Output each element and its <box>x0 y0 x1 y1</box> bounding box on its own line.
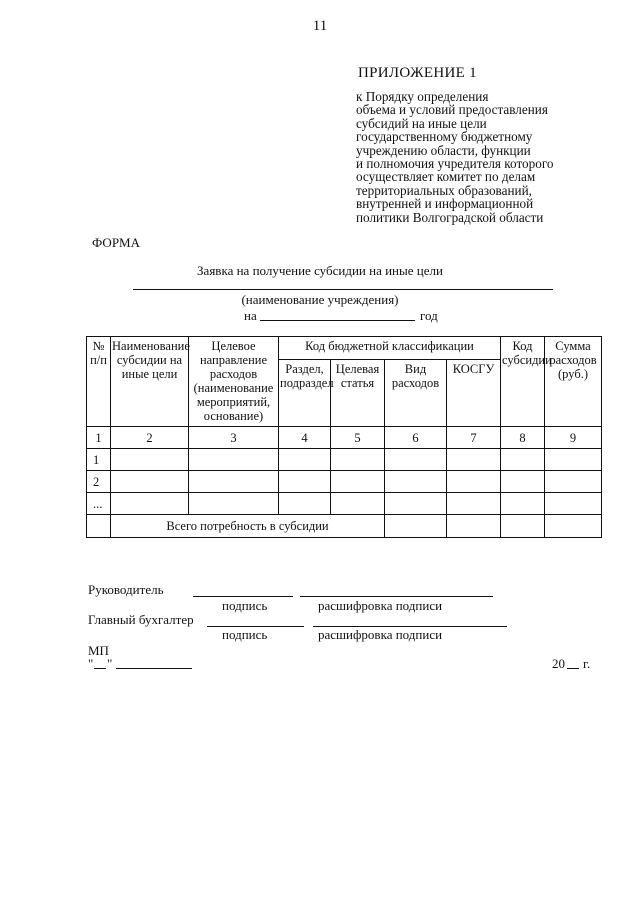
row-number: 2 <box>87 471 111 493</box>
appendix-line: государственному бюджетному <box>356 129 533 145</box>
appendix-line: объема и условий предоставления <box>356 102 548 118</box>
table-cell[interactable] <box>385 471 447 493</box>
table-cell[interactable] <box>545 449 602 471</box>
date-month-line <box>116 668 192 669</box>
column-number: 9 <box>545 427 602 449</box>
header-purpose: Целевое направление расходов (наименование мероприятий, основание) <box>189 337 279 427</box>
table-cell[interactable] <box>447 471 501 493</box>
column-number: 3 <box>189 427 279 449</box>
header-num: № п/п <box>87 337 111 427</box>
row-number: ... <box>87 493 111 515</box>
table-row <box>87 493 602 515</box>
table-cell[interactable] <box>447 515 501 538</box>
head-label: Руководитель <box>88 582 164 597</box>
table-cell[interactable] <box>447 449 501 471</box>
head-decryption-caption: расшифровка подписи <box>318 598 443 613</box>
appendix-line: субсидий на иные цели <box>356 115 487 131</box>
table-cell[interactable] <box>279 449 331 471</box>
date-quote-open: " <box>88 656 94 671</box>
subsidy-table <box>86 336 602 538</box>
year-blank <box>567 668 579 669</box>
appendix-line: политики Волгоградской области <box>356 209 544 225</box>
application-title: Заявка на получение субсидии на иные цели <box>197 263 443 278</box>
date-day-line <box>94 668 106 669</box>
table-cell[interactable] <box>189 471 279 493</box>
year-end-text: г. <box>583 656 591 671</box>
header-target-article: Целевая статья <box>331 360 385 427</box>
table-cell[interactable] <box>331 449 385 471</box>
table-cell[interactable] <box>111 471 189 493</box>
header-budget-class: Код бюджетной классификации <box>279 337 501 360</box>
table-cell[interactable] <box>385 493 447 515</box>
date-quote-close: " <box>107 656 113 671</box>
column-number: 5 <box>331 427 385 449</box>
table-cell[interactable] <box>111 449 189 471</box>
appendix-line: территориальных образований, <box>356 182 532 198</box>
head-signature-line <box>193 596 293 597</box>
table-cell <box>87 515 111 538</box>
page-number: 11 <box>312 18 328 34</box>
table-cell[interactable] <box>279 471 331 493</box>
form-label: ФОРМА <box>92 235 140 250</box>
column-number: 1 <box>87 427 111 449</box>
year-prefix: на <box>244 308 257 323</box>
table-cell[interactable] <box>189 449 279 471</box>
table-cell[interactable] <box>331 493 385 515</box>
table-cell[interactable] <box>279 493 331 515</box>
header-kosgu: КОСГУ <box>447 360 501 427</box>
table-cell[interactable] <box>501 471 545 493</box>
header-amount: Сумма расходов (руб.) <box>545 337 602 427</box>
appendix-line: и полномочия учредителя которого <box>356 156 554 172</box>
table-cell[interactable] <box>111 493 189 515</box>
appendix-line: учреждению области, функции <box>356 142 531 158</box>
column-number: 7 <box>447 427 501 449</box>
head-decryption-line <box>300 596 493 597</box>
header-expense-type: Вид расходов <box>385 360 447 427</box>
accountant-decryption-caption: расшифровка подписи <box>318 627 443 642</box>
seal-label: МП <box>88 643 109 658</box>
appendix-title: ПРИЛОЖЕНИЕ 1 <box>358 65 477 81</box>
appendix-text <box>356 90 618 224</box>
header-subsidy-code: Код субсидии <box>501 337 545 427</box>
appendix-line: внутренней и информационной <box>356 196 534 212</box>
table-cell[interactable] <box>385 515 447 538</box>
year-blank-line <box>260 320 415 321</box>
chief-accountant-label: Главный бухгалтер <box>88 612 194 627</box>
total-row <box>87 515 602 538</box>
table-cell[interactable] <box>447 493 501 515</box>
table-cell[interactable] <box>189 493 279 515</box>
row-number: 1 <box>87 449 111 471</box>
column-number: 2 <box>111 427 189 449</box>
table-cell[interactable] <box>385 449 447 471</box>
total-label: Всего потребность в субсидии <box>111 515 385 538</box>
table-cell[interactable] <box>501 515 545 538</box>
table-cell[interactable] <box>545 471 602 493</box>
table-cell[interactable] <box>545 515 602 538</box>
header-section: Раздел, подраздел <box>279 360 331 427</box>
year-prefix-text: 20 <box>552 656 565 671</box>
table-cell[interactable] <box>501 449 545 471</box>
table-row <box>87 449 602 471</box>
table-cell[interactable] <box>545 493 602 515</box>
appendix-line: осуществляет комитет по делам <box>356 169 536 185</box>
column-number: 4 <box>279 427 331 449</box>
column-number: 6 <box>385 427 447 449</box>
table-row <box>87 471 602 493</box>
accountant-signature-caption: подпись <box>222 627 268 642</box>
year-suffix: год <box>420 308 438 323</box>
institution-caption: (наименование учреждения) <box>241 292 399 307</box>
table-cell[interactable] <box>501 493 545 515</box>
column-number: 8 <box>501 427 545 449</box>
head-signature-caption: подпись <box>222 598 268 613</box>
institution-name-line <box>133 289 553 290</box>
header-name: Наименование субсидии на иные цели <box>111 337 189 427</box>
appendix-line: к Порядку определения <box>356 89 489 104</box>
table-cell[interactable] <box>331 471 385 493</box>
